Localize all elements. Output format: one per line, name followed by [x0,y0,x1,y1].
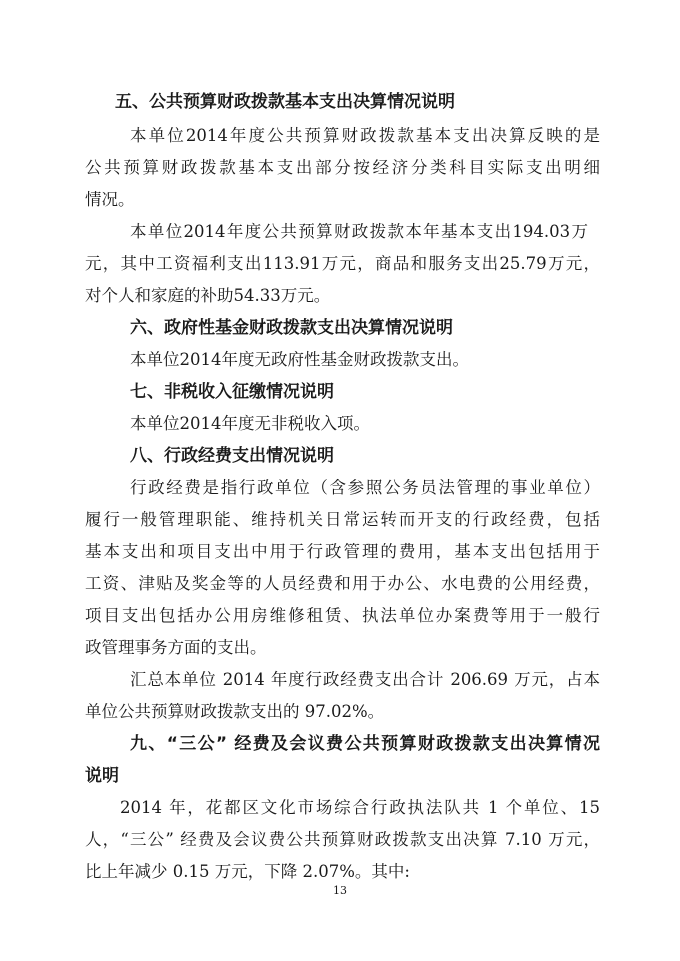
paragraph-line: 情况。 [85,190,135,209]
paragraph-line: 行政经费是指行政单位（含参照公务员法管理的事业单位） [130,478,600,497]
paragraph-line: 工资、津贴及奖金等的人员经费和用于办公、水电费的公用经费， [85,574,600,593]
paragraph-line: 本单位2014年度无非税收入项。 [130,414,370,433]
paragraph-line: 本单位2014年度无政府性基金财政拨款支出。 [130,350,469,369]
paragraph-line: 单位公共预算财政拨款支出的 97.02%。 [85,702,385,721]
section-8-heading: 八、行政经费支出情况说明 [130,446,334,466]
paragraph-line: 本单位2014年度公共预算财政拨款本年基本支出194.03万 [130,222,588,241]
section-6-heading: 六、政府性基金财政拨款支出决算情况说明 [130,318,453,338]
paragraph-line: 项目支出包括办公用房维修租赁、执法单位办案费等用于一般行 [85,606,600,625]
paragraph-line: 人，“三公” 经费及会议费公共预算财政拨款支出决算 7.10 万元， [85,830,600,849]
paragraph-line: 公共预算财政拨款基本支出部分按经济分类科目实际支出明细 [85,158,600,177]
page-number: 13 [333,884,347,897]
section-9-heading: 九、“三公” 经费及会议费公共预算财政拨款支出决算情况 [130,734,600,754]
paragraph-line: 汇总本单位 2014 年度行政经费支出合计 206.69 万元，占本 [130,670,600,689]
section-5-heading: 五、公共预算财政拨款基本支出决算情况说明 [115,92,455,112]
section-7-heading: 七、非税收入征缴情况说明 [130,382,334,402]
section-9-heading-continued: 说明 [85,766,119,786]
paragraph-line: 比上年减少 0.15 万元，下降 2.07%。其中: [85,862,410,881]
paragraph-line: 本单位2014年度公共预算财政拨款基本支出决算反映的是 [130,126,600,145]
paragraph-line: 对个人和家庭的补助54.33万元。 [85,286,331,305]
paragraph-line: 政管理事务方面的支出。 [85,638,267,657]
paragraph-line: 2014 年，花都区文化市场综合行政执法队共 1 个单位、15 [120,798,600,817]
paragraph-line: 履行一般管理职能、维持机关日常运转而开支的行政经费，包括 [85,510,600,529]
paragraph-line: 基本支出和项目支出中用于行政管理的费用，基本支出包括用于 [85,542,600,561]
paragraph-line: 元，其中工资福利支出113.91万元，商品和服务支出25.79万元， [85,254,600,273]
